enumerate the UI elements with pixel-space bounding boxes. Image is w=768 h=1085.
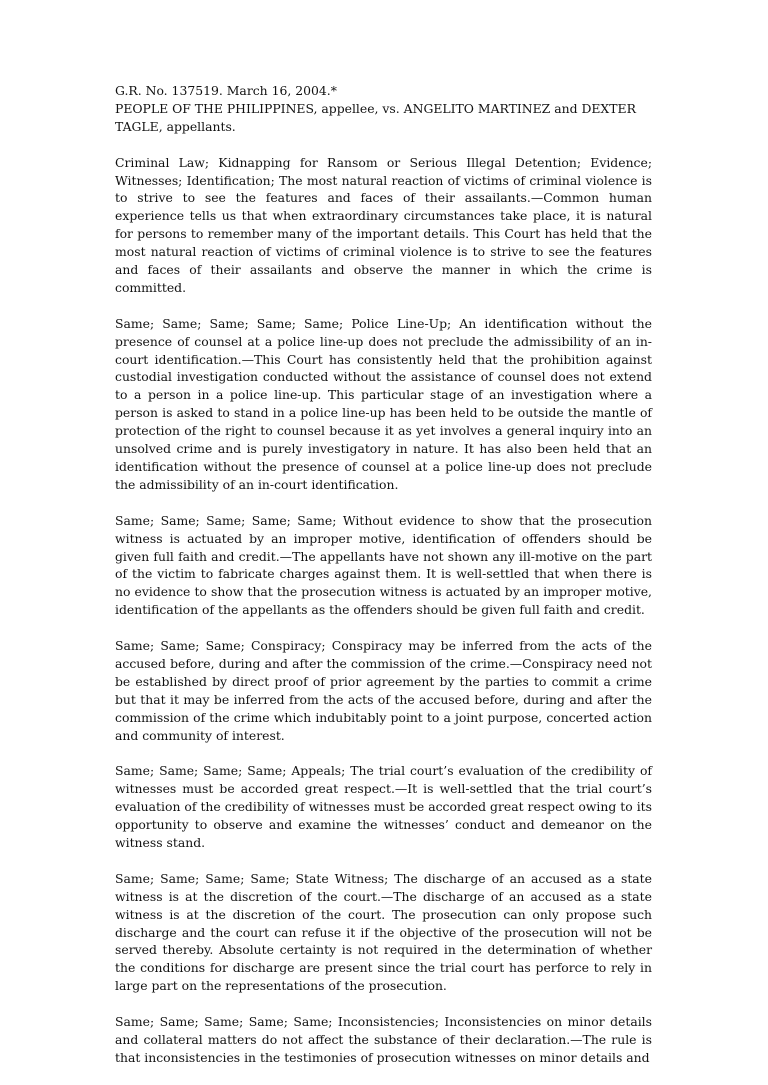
syllabus-paragraph-conspiracy: Same; Same; Same; Conspiracy; Conspiracy may be inferred from the acts of the accused before, during and after the commission of the crime.—Conspiracy need not be established by direct proof of prior agreement by the parties to commit a crime but that it may be inferred from the acts of the accused before, during and after the commission of the crime which indubitably point to a joint purpose, concerted action and community of interest.: [115, 638, 652, 743]
syllabus-paragraph-identification: Criminal Law; Kidnapping for Ransom or Serious Illegal Detention; Evidence; Witnesses; Identification; The most natural reaction of victims of criminal violence is to strive to see the features and faces of their assailants.—Common human experience tells us that when extraordinary circumstances take place, it is natural for persons to remember many of the important details. This Court has held that the most natural reaction of victims of criminal violence is to strive to see the features and faces of their assailants and observe the manner in which the crime is committed.: [115, 154, 652, 295]
case-parties: PEOPLE OF THE PHILIPPINES, appellee, vs. ANGELITO MARTINEZ and DEXTER TAGLE, appellants.: [115, 100, 636, 134]
syllabus-paragraph-appeals: Same; Same; Same; Same; Appeals; The trial court’s evaluation of the credibility of witnesses must be accorded great respect.—It is well-settled that the trial court’s evaluation of the credibility of witnesses must be accorded great respect owing to its opportunity to observe and examine the witnesses’ conduct and demeanor on the witness stand.: [115, 763, 652, 850]
syllabus-paragraph-improper-motive: Same; Same; Same; Same; Same; Without evidence to show that the prosecution witness is actuated by an improper motive, identification of offenders should be given full faith and credit.—The appellants have not shown any ill-motive on the part of the victim to fabricate charges against them. It is well-settled that when there is no evidence to show that the prosecution witness is actuated by an improper motive, identification of the appellants as the offenders should be given full faith and credit.: [115, 512, 652, 618]
document-page: [115, 82, 652, 1085]
case-number: G.R. No. 137519. March 16, 2004.*: [115, 83, 337, 98]
syllabus-paragraph-state-witness: Same; Same; Same; Same; State Witness; The discharge of an accused as a state witness is at the discretion of the court.—The discharge of an accused as a state witness is at the discretion of the court. The prosecution can only propose such discharge and the court can refuse it if the objective of the prosecution will not be served thereby. Absolute certainty is not required in the determination of whether the conditions for discharge are present since the trial court has perforce to rely in large part on the representations of the prosecution.: [115, 870, 652, 994]
syllabus-paragraph-police-line-up: Same; Same; Same; Same; Same; Police Line-Up; An identification without the presence of counsel at a police line-up does not preclude the admissibility of an in-court identification.—This Court has consistently held that the prohibition against custodial investigation conducted without the assistance of counsel does not extend to a person in a police line-up. This particular stage of an investigation where a person is asked to stand in a police line-up has been held to be outside the mantle of protection of the right to counsel because it as yet involves a general inquiry into an unsolved crime and is purely investigatory in nature. It has also been held that an identification without the presence of counsel at a police line-up does not preclude the admissibility of an in-court identification.: [115, 315, 652, 492]
syllabus-paragraph-inconsistencies: Same; Same; Same; Same; Same; Inconsistencies; Inconsistencies on minor details and collateral matters do not affect the substance of their declaration.—The rule is that inconsistencies in the testimonies of prosecution witnesses on minor details and: [115, 1014, 652, 1065]
case-heading: [115, 82, 652, 136]
